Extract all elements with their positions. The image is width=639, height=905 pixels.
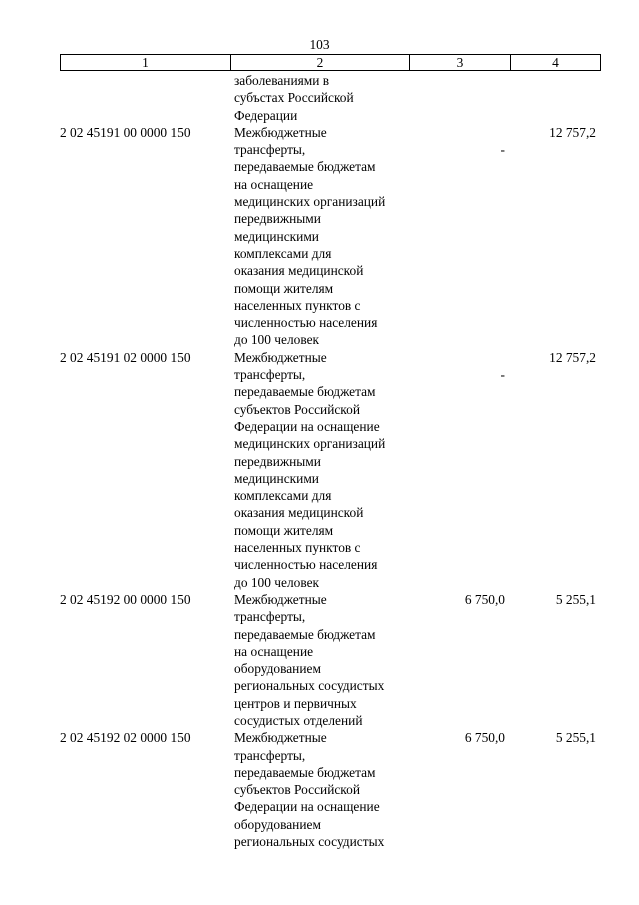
description-line: оборудованием [234,661,321,677]
description-line: до 100 человек [234,574,320,590]
table-row [0,349,639,591]
description-line: субъстах Российской [234,90,354,106]
description-line: трансферты, [234,747,306,763]
description-line: помощи жителям [234,280,334,296]
row-description [234,349,412,591]
description-line: медицинскими [234,470,319,486]
table-body [0,72,639,850]
description-line: на оснащение [234,176,314,192]
row-value-col-4: 5 255,1 [555,591,596,607]
description-line: численностью населения [234,315,378,331]
row-value-col-3: - [500,141,505,157]
description-line: Межбюджетные [234,124,327,140]
continuation-description [234,72,412,124]
description-line: Межбюджетные [234,591,327,607]
description-line: населенных пунктов с [234,297,361,313]
description-line: сосудистых отделений [234,712,363,728]
description-line: оборудованием [234,816,321,832]
description-line: помощи жителям [234,522,334,538]
description-line: комплексами для [234,245,332,261]
row-description [234,591,412,729]
row-value-col-4: 5 255,1 [555,730,596,746]
description-line: медицинских организаций [234,194,386,210]
rows-container [0,124,639,850]
description-line: субъектов Российской [234,782,360,798]
description-line: передаваемые бюджетам [234,159,376,175]
description-line: Федерации на оснащение [234,418,380,434]
description-line: трансферты, [234,142,306,158]
description-line: Межбюджетные [234,349,327,365]
header-col-4: 4 [511,55,601,71]
row-code: 2 02 45191 00 0000 150 [60,124,191,140]
description-line: Федерации [234,107,298,123]
row-value-col-3: 6 750,0 [464,730,505,746]
description-line: субъектов Российской [234,401,360,417]
description-line: населенных пунктов с [234,540,361,556]
description-line: региональных сосудистых [234,834,385,850]
description-line: Федерации на оснащение [234,799,380,815]
header-col-1: 1 [61,55,231,71]
description-line: комплексами для [234,488,332,504]
table-row [0,591,639,729]
row-value-col-3: 6 750,0 [464,591,505,607]
description-line: трансферты, [234,367,306,383]
description-line: передаваемые бюджетам [234,764,376,780]
row-code: 2 02 45191 02 0000 150 [60,349,191,365]
row-code: 2 02 45192 02 0000 150 [60,730,191,746]
header-col-3: 3 [410,55,511,71]
row-code: 2 02 45192 00 0000 150 [60,591,191,607]
row-value-col-4: 12 757,2 [549,124,596,140]
page-number: 103 [309,37,330,52]
description-line: трансферты, [234,609,306,625]
continuation-row [0,72,639,124]
description-line: передвижными [234,453,321,469]
row-value-col-3: - [500,366,505,382]
description-line: численностью населения [234,557,378,573]
description-line: передаваемые бюджетам [234,626,376,642]
description-line: передвижными [234,211,321,227]
description-line: медицинских организаций [234,436,386,452]
row-description [234,729,412,850]
row-description [234,124,412,349]
description-line: центров и первичных [234,695,357,711]
description-line: до 100 человек [234,332,320,348]
description-line: оказания медицинской [234,263,364,279]
row-value-col-4: 12 757,2 [549,349,596,365]
table-row [0,729,639,850]
description-line: медицинскими [234,228,319,244]
header-col-2: 2 [231,55,410,71]
description-line: заболеваниями в [234,73,330,88]
description-line: передаваемые бюджетам [234,384,376,400]
table-row [0,124,639,349]
description-line: оказания медицинской [234,505,364,521]
description-line: Межбюджетные [234,730,327,746]
description-line: на оснащение [234,643,314,659]
description-line: региональных сосудистых [234,678,385,694]
table-header [60,54,601,71]
